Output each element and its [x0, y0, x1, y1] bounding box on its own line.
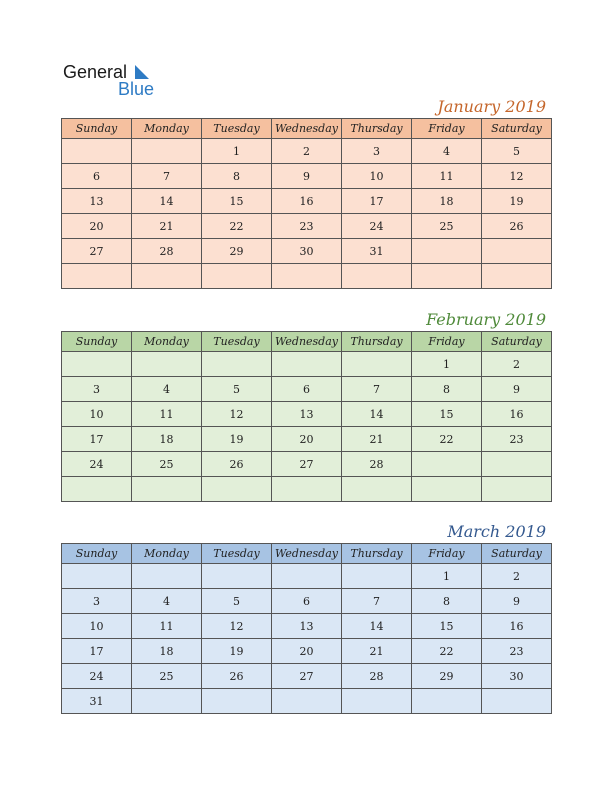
day-cell: [342, 264, 412, 289]
week-row: [62, 264, 552, 289]
day-cell: 28: [132, 239, 202, 264]
weekday-header: Monday: [132, 119, 202, 139]
day-cell: 4: [132, 377, 202, 402]
week-row: [62, 352, 552, 377]
day-cell: 6: [272, 589, 342, 614]
weekday-header: Wednesday: [272, 119, 342, 139]
month-title: February 2019: [426, 310, 546, 329]
day-cell: [62, 264, 132, 289]
week-row: [62, 689, 552, 714]
weekday-header-row: [62, 332, 552, 352]
day-cell: 17: [342, 189, 412, 214]
day-cell: [202, 264, 272, 289]
day-cell: 22: [412, 427, 482, 452]
day-cell: [412, 264, 482, 289]
day-cell: 27: [62, 239, 132, 264]
day-cell: 28: [342, 452, 412, 477]
weekday-header: Thursday: [342, 332, 412, 352]
day-cell: 3: [62, 589, 132, 614]
day-cell: 25: [132, 452, 202, 477]
day-cell: 5: [482, 139, 552, 164]
day-cell: 8: [412, 589, 482, 614]
month-title: March 2019: [447, 522, 546, 541]
day-cell: [62, 352, 132, 377]
day-cell: 9: [482, 377, 552, 402]
day-cell: 10: [62, 402, 132, 427]
month-february: [61, 309, 552, 502]
day-cell: 27: [272, 664, 342, 689]
day-cell: 30: [482, 664, 552, 689]
day-cell: 11: [412, 164, 482, 189]
day-cell: [482, 239, 552, 264]
day-cell: 13: [62, 189, 132, 214]
day-cell: 15: [412, 614, 482, 639]
day-cell: 8: [412, 377, 482, 402]
day-cell: 31: [342, 239, 412, 264]
month-title: January 2019: [437, 97, 546, 116]
day-cell: 26: [482, 214, 552, 239]
day-cell: 11: [132, 614, 202, 639]
week-row: [62, 427, 552, 452]
day-cell: 24: [62, 664, 132, 689]
day-cell: [272, 264, 342, 289]
day-cell: 19: [202, 427, 272, 452]
day-cell: [482, 477, 552, 502]
weekday-header: Sunday: [62, 544, 132, 564]
day-cell: 20: [272, 639, 342, 664]
day-cell: 15: [412, 402, 482, 427]
day-cell: 17: [62, 427, 132, 452]
day-cell: 31: [62, 689, 132, 714]
day-cell: 23: [482, 427, 552, 452]
weekday-header: Tuesday: [202, 544, 272, 564]
week-row: [62, 189, 552, 214]
day-cell: [202, 352, 272, 377]
day-cell: [132, 689, 202, 714]
day-cell: 21: [342, 427, 412, 452]
day-cell: [342, 477, 412, 502]
weekday-header-row: [62, 119, 552, 139]
day-cell: [482, 689, 552, 714]
day-cell: 20: [62, 214, 132, 239]
week-row: [62, 239, 552, 264]
day-cell: [202, 564, 272, 589]
day-cell: 6: [62, 164, 132, 189]
day-cell: [412, 239, 482, 264]
weekday-header-row: [62, 544, 552, 564]
day-cell: [132, 477, 202, 502]
day-cell: [342, 352, 412, 377]
day-cell: [412, 689, 482, 714]
week-row: [62, 139, 552, 164]
day-cell: 18: [132, 427, 202, 452]
logo-word-general: General: [63, 62, 128, 82]
day-cell: 1: [412, 352, 482, 377]
day-cell: 6: [272, 377, 342, 402]
weekday-header: Sunday: [62, 119, 132, 139]
calendar-table: [61, 543, 552, 714]
weekday-header: Saturday: [482, 332, 552, 352]
day-cell: 21: [342, 639, 412, 664]
day-cell: 1: [412, 564, 482, 589]
day-cell: 10: [62, 614, 132, 639]
month-january: [61, 96, 552, 289]
day-cell: 8: [202, 164, 272, 189]
day-cell: [62, 477, 132, 502]
day-cell: 20: [272, 427, 342, 452]
day-cell: 12: [482, 164, 552, 189]
day-cell: 25: [132, 664, 202, 689]
day-cell: 19: [202, 639, 272, 664]
day-cell: 12: [202, 614, 272, 639]
day-cell: 2: [482, 564, 552, 589]
day-cell: [132, 564, 202, 589]
day-cell: [62, 139, 132, 164]
weekday-header: Friday: [412, 544, 482, 564]
day-cell: 16: [272, 189, 342, 214]
weekday-header: Sunday: [62, 332, 132, 352]
day-cell: 18: [132, 639, 202, 664]
week-row: [62, 614, 552, 639]
day-cell: 18: [412, 189, 482, 214]
weekday-header: Wednesday: [272, 544, 342, 564]
day-cell: 23: [482, 639, 552, 664]
day-cell: 4: [412, 139, 482, 164]
weekday-header: Friday: [412, 119, 482, 139]
day-cell: [202, 477, 272, 502]
day-cell: [272, 477, 342, 502]
day-cell: 17: [62, 639, 132, 664]
weekday-header: Tuesday: [202, 332, 272, 352]
day-cell: 9: [482, 589, 552, 614]
day-cell: 14: [342, 614, 412, 639]
day-cell: 24: [342, 214, 412, 239]
day-cell: 25: [412, 214, 482, 239]
weekday-header: Wednesday: [272, 332, 342, 352]
day-cell: 28: [342, 664, 412, 689]
logo-triangle-icon: [135, 65, 149, 79]
day-cell: 7: [342, 377, 412, 402]
day-cell: 10: [342, 164, 412, 189]
day-cell: 14: [342, 402, 412, 427]
weekday-header: Thursday: [342, 544, 412, 564]
weekday-header: Friday: [412, 332, 482, 352]
day-cell: [482, 452, 552, 477]
day-cell: 1: [202, 139, 272, 164]
weekday-header: Saturday: [482, 119, 552, 139]
day-cell: [412, 477, 482, 502]
day-cell: 26: [202, 452, 272, 477]
day-cell: 14: [132, 189, 202, 214]
week-row: [62, 214, 552, 239]
day-cell: 16: [482, 402, 552, 427]
week-row: [62, 664, 552, 689]
week-row: [62, 402, 552, 427]
day-cell: 5: [202, 589, 272, 614]
day-cell: 2: [482, 352, 552, 377]
day-cell: 2: [272, 139, 342, 164]
day-cell: 3: [62, 377, 132, 402]
day-cell: 13: [272, 402, 342, 427]
day-cell: [132, 139, 202, 164]
day-cell: [482, 264, 552, 289]
week-row: [62, 639, 552, 664]
month-march: [61, 521, 552, 714]
day-cell: [272, 689, 342, 714]
day-cell: 11: [132, 402, 202, 427]
week-row: [62, 477, 552, 502]
day-cell: 29: [202, 239, 272, 264]
weekday-header: Saturday: [482, 544, 552, 564]
week-row: [62, 452, 552, 477]
day-cell: 7: [342, 589, 412, 614]
day-cell: 30: [272, 239, 342, 264]
day-cell: 21: [132, 214, 202, 239]
day-cell: [132, 352, 202, 377]
day-cell: [202, 689, 272, 714]
day-cell: 4: [132, 589, 202, 614]
day-cell: [342, 689, 412, 714]
day-cell: 22: [412, 639, 482, 664]
week-row: [62, 564, 552, 589]
day-cell: 5: [202, 377, 272, 402]
logo-word-blue: Blue: [118, 79, 155, 99]
weekday-header: Tuesday: [202, 119, 272, 139]
weekday-header: Thursday: [342, 119, 412, 139]
day-cell: 22: [202, 214, 272, 239]
day-cell: 12: [202, 402, 272, 427]
day-cell: 24: [62, 452, 132, 477]
day-cell: 29: [412, 664, 482, 689]
day-cell: 3: [342, 139, 412, 164]
weekday-header: Monday: [132, 332, 202, 352]
day-cell: 27: [272, 452, 342, 477]
week-row: [62, 377, 552, 402]
day-cell: [342, 564, 412, 589]
day-cell: 7: [132, 164, 202, 189]
day-cell: 23: [272, 214, 342, 239]
day-cell: [132, 264, 202, 289]
calendar-table: [61, 331, 552, 502]
day-cell: [272, 564, 342, 589]
day-cell: 15: [202, 189, 272, 214]
weekday-header: Monday: [132, 544, 202, 564]
day-cell: 9: [272, 164, 342, 189]
calendar-table: [61, 118, 552, 289]
day-cell: [272, 352, 342, 377]
week-row: [62, 164, 552, 189]
day-cell: 13: [272, 614, 342, 639]
week-row: [62, 589, 552, 614]
day-cell: [62, 564, 132, 589]
day-cell: 16: [482, 614, 552, 639]
day-cell: 19: [482, 189, 552, 214]
day-cell: [412, 452, 482, 477]
day-cell: 26: [202, 664, 272, 689]
